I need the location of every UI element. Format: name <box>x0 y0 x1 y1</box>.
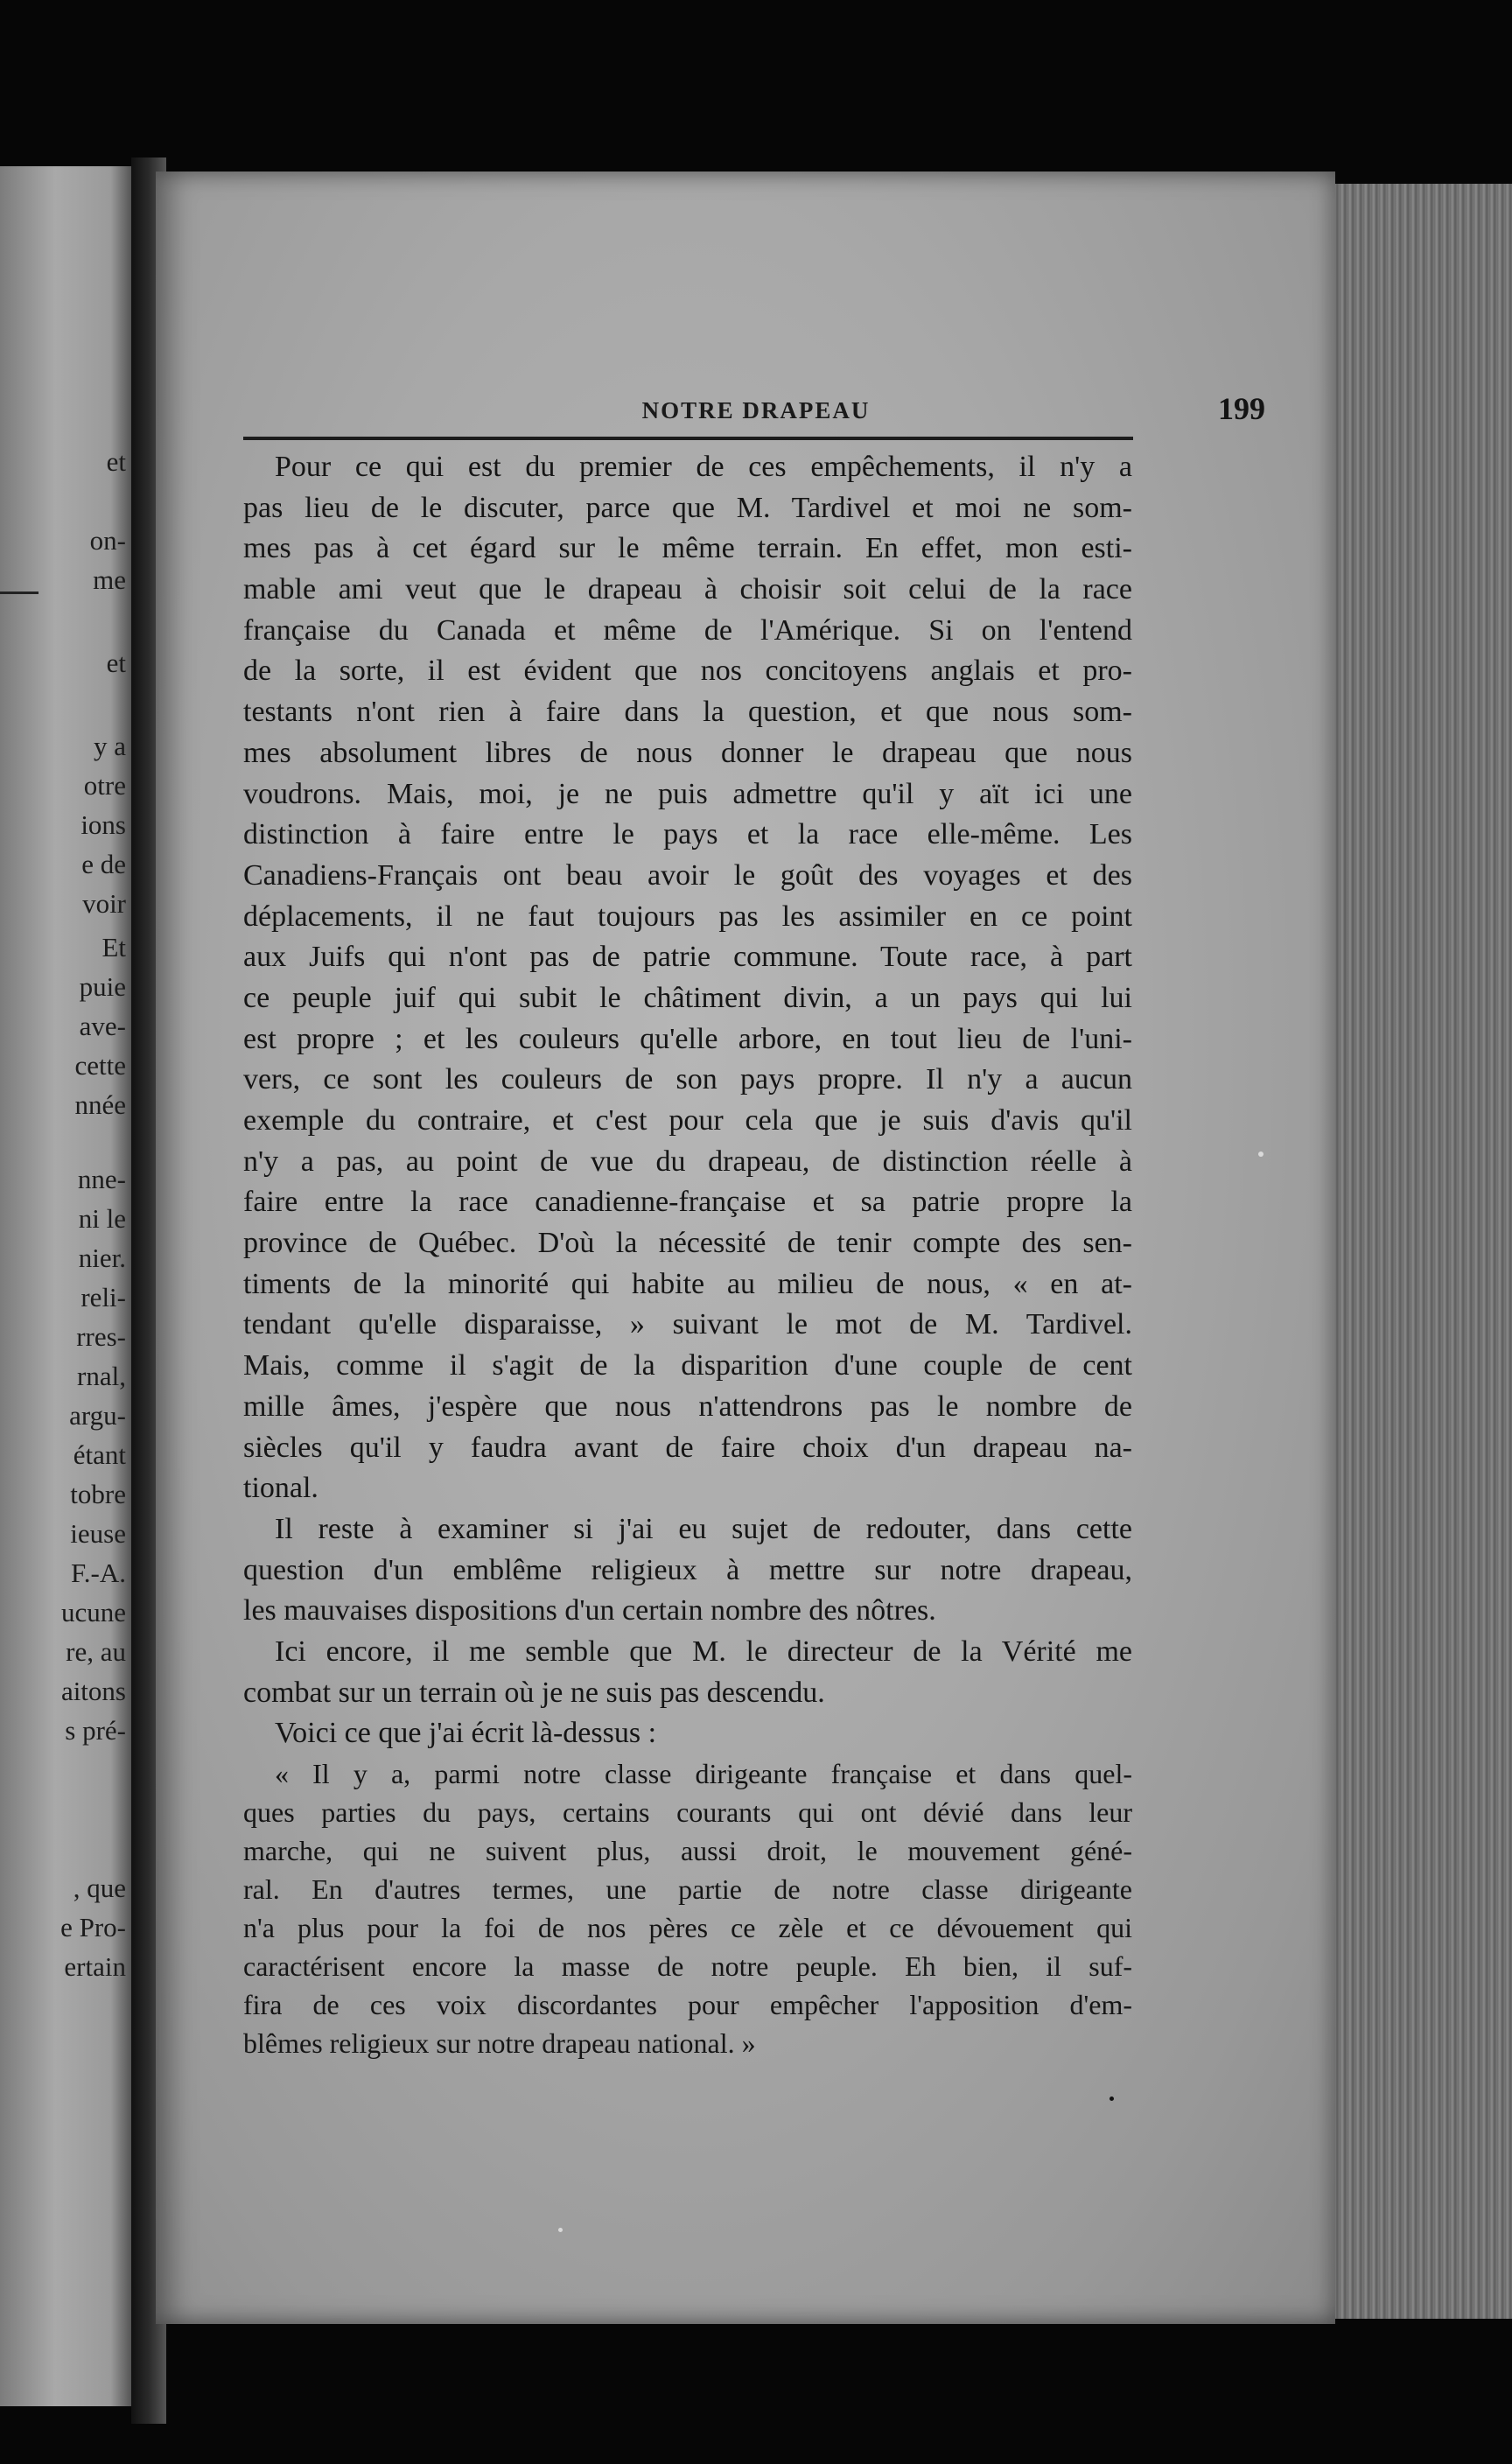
previous-page-line-fragment: et <box>106 648 126 678</box>
previous-page-line-fragment: rres- <box>76 1321 126 1352</box>
previous-page-line-fragment: ave- <box>79 1011 126 1041</box>
text-line: marche, qui ne suivent plus, aussi droit, le mouvement géné- <box>243 1835 1132 1866</box>
header-rule <box>243 437 1133 440</box>
text-line: caractérisent encore la masse de notre peuple. Eh bien, il suf- <box>243 1950 1132 1982</box>
previous-page-line-fragment: nier. <box>78 1242 126 1273</box>
previous-page-line-fragment: tobre <box>70 1479 126 1509</box>
text-line: question d'un emblême religieux à mettre sur notre drapeau, <box>243 1553 1132 1586</box>
text-line: timents de la minorité qui habite au milieu de nous, « en at- <box>243 1267 1132 1300</box>
text-line: Il reste à examiner si j'ai eu sujet de redouter, dans cette <box>275 1512 1132 1545</box>
text-line: faire entre la race canadienne-française et sa patrie propre la <box>243 1186 1132 1219</box>
text-line: déplacements, il ne faut toujours pas les assimiler en ce point <box>243 900 1132 933</box>
text-line: tional. <box>243 1472 318 1505</box>
previous-page-line-fragment: voir <box>82 888 126 919</box>
text-line: ques parties du pays, certains courants qui ont dévié dans leur <box>243 1796 1132 1828</box>
previous-page-line-fragment: ieuse <box>70 1518 126 1549</box>
text-line: aux Juifs qui n'ont pas de patrie commune. Toute race, à part <box>243 941 1132 974</box>
text-line: mes absolument libres de nous donner le drapeau que nous <box>243 736 1132 769</box>
page-body <box>243 447 1132 2062</box>
running-title: NOTRE DRAPEAU <box>641 397 871 424</box>
dust-speck <box>1258 1152 1264 1157</box>
dust-speck <box>1110 2096 1114 2101</box>
text-line: n'a plus pour la foi de nos pères ce zèle et ce dévouement qui <box>243 1912 1132 1943</box>
dust-speck <box>558 2228 563 2232</box>
text-line: combat sur un terrain où je ne suis pas descendu. <box>243 1676 825 1709</box>
text-line: mille âmes, j'espère que nous n'attendrons pas le nombre de <box>243 1390 1132 1423</box>
previous-page-line-fragment: nne- <box>77 1164 126 1194</box>
previous-page-line-fragment: et <box>106 446 126 477</box>
previous-page-line-fragment: cette <box>74 1050 126 1081</box>
text-line: Ici encore, il me semble que M. le directeur de la Vérité me <box>275 1634 1132 1668</box>
text-line: tendant qu'elle disparaisse, » suivant le mot de M. Tardivel. <box>243 1308 1132 1341</box>
previous-page-line-fragment: re, au <box>66 1636 126 1667</box>
previous-page-line-fragment: reli- <box>80 1282 126 1312</box>
previous-page-line-fragment: otre <box>83 770 126 801</box>
text-line: Mais, comme il s'agit de la disparition d'une couple de cent <box>243 1349 1132 1382</box>
running-head <box>243 390 1269 434</box>
paragraph <box>243 447 1132 1509</box>
previous-page-line-fragment: me <box>93 564 126 595</box>
previous-page-line-fragment: puie <box>79 971 126 1002</box>
text-line: testants n'ont rien à faire dans la question, et que nous som- <box>243 696 1132 729</box>
page-edges <box>1328 184 1512 2319</box>
paragraph <box>243 1509 1132 1632</box>
text-line: voudrons. Mais, moi, je ne puis admettre qu'il y aït ici une <box>243 777 1132 810</box>
previous-page-line-fragment: rnal, <box>77 1361 126 1391</box>
text-line: siècles qu'il y faudra avant de faire choix d'un drapeau na- <box>243 1431 1132 1464</box>
text-line: mable ami veut que le drapeau à choisir soit celui de la race <box>243 573 1132 606</box>
previous-page-line-fragment: étant <box>73 1439 126 1470</box>
text-line: n'y a pas, au point de vue du drapeau, de distinction réelle à <box>243 1144 1132 1178</box>
previous-page-line-fragment: , que <box>73 1872 126 1903</box>
previous-page-line-fragment: F.-A. <box>71 1558 126 1588</box>
text-line: blêmes religieux sur notre drapeau national. » <box>243 2027 756 2059</box>
text-line: distinction à faire entre le pays et la race elle-même. Les <box>243 818 1132 851</box>
previous-page-line-fragment: e de <box>81 849 126 879</box>
previous-page-line-fragment: Et <box>102 932 126 962</box>
paragraph <box>243 1713 1132 1754</box>
text-line: pas lieu de le discuter, parce que M. Tardivel et moi ne som- <box>243 491 1132 524</box>
previous-page-line-fragment: s pré- <box>65 1715 126 1746</box>
previous-page-line-fragment: y a <box>93 731 126 761</box>
text-line: française du Canada et même de l'Amérique. Si on l'entend <box>243 613 1132 647</box>
text-line: Canadiens-Français ont beau avoir le goût des voyages et des <box>243 858 1132 892</box>
previous-page-line-fragment: e Pro- <box>60 1912 126 1942</box>
previous-page-line-fragment: aitons <box>60 1676 126 1706</box>
text-line: fira de ces voix discordantes pour empêcher l'apposition d'em- <box>243 1989 1132 2020</box>
text-line: mes pas à cet égard sur le même terrain. En effet, mon esti- <box>243 532 1132 565</box>
block-quote <box>243 1754 1132 2062</box>
text-line: les mauvaises dispositions d'un certain nombre des nôtres. <box>243 1594 936 1628</box>
text-line: ral. En d'autres termes, une partie de notre classe dirigeante <box>243 1873 1132 1905</box>
text-line: ce peuple juif qui subit le châtiment divin, a un pays qui lui <box>243 981 1132 1014</box>
previous-page-fragment <box>0 166 138 2406</box>
text-line: « Il y a, parmi notre classe dirigeante française et dans quel- <box>275 1758 1132 1789</box>
previous-page-line-fragment: ni le <box>78 1203 126 1234</box>
paragraph <box>243 1632 1132 1713</box>
text-line: province de Québec. D'où la nécessité de tenir compte des sen- <box>243 1227 1132 1260</box>
previous-page-line-fragment: argu- <box>69 1400 126 1431</box>
previous-page-line-fragment: ucune <box>60 1597 126 1628</box>
previous-page-line-fragment: ions <box>80 809 126 840</box>
previous-page-line-fragment: on- <box>89 525 126 556</box>
text-line: est propre ; et les couleurs qu'elle arbore, en tout lieu de l'uni- <box>243 1022 1132 1055</box>
previous-page-line-fragment: ertain <box>64 1951 126 1982</box>
previous-page-header-rule <box>0 592 38 594</box>
previous-page-line-fragment: nnée <box>74 1089 126 1120</box>
page-number: 199 <box>1218 391 1265 426</box>
text-line: Pour ce qui est du premier de ces empêchements, il n'y a <box>275 451 1132 483</box>
book-page <box>156 172 1335 2324</box>
text-line: exemple du contraire, et c'est pour cela que je suis d'avis qu'il <box>243 1104 1132 1137</box>
text-line: vers, ce sont les couleurs de son pays propre. Il n'y a aucun <box>243 1063 1132 1096</box>
text-line: Voici ce que j'ai écrit là-dessus : <box>275 1717 657 1750</box>
text-line: de la sorte, il est évident que nos concitoyens anglais et pro- <box>243 654 1132 688</box>
